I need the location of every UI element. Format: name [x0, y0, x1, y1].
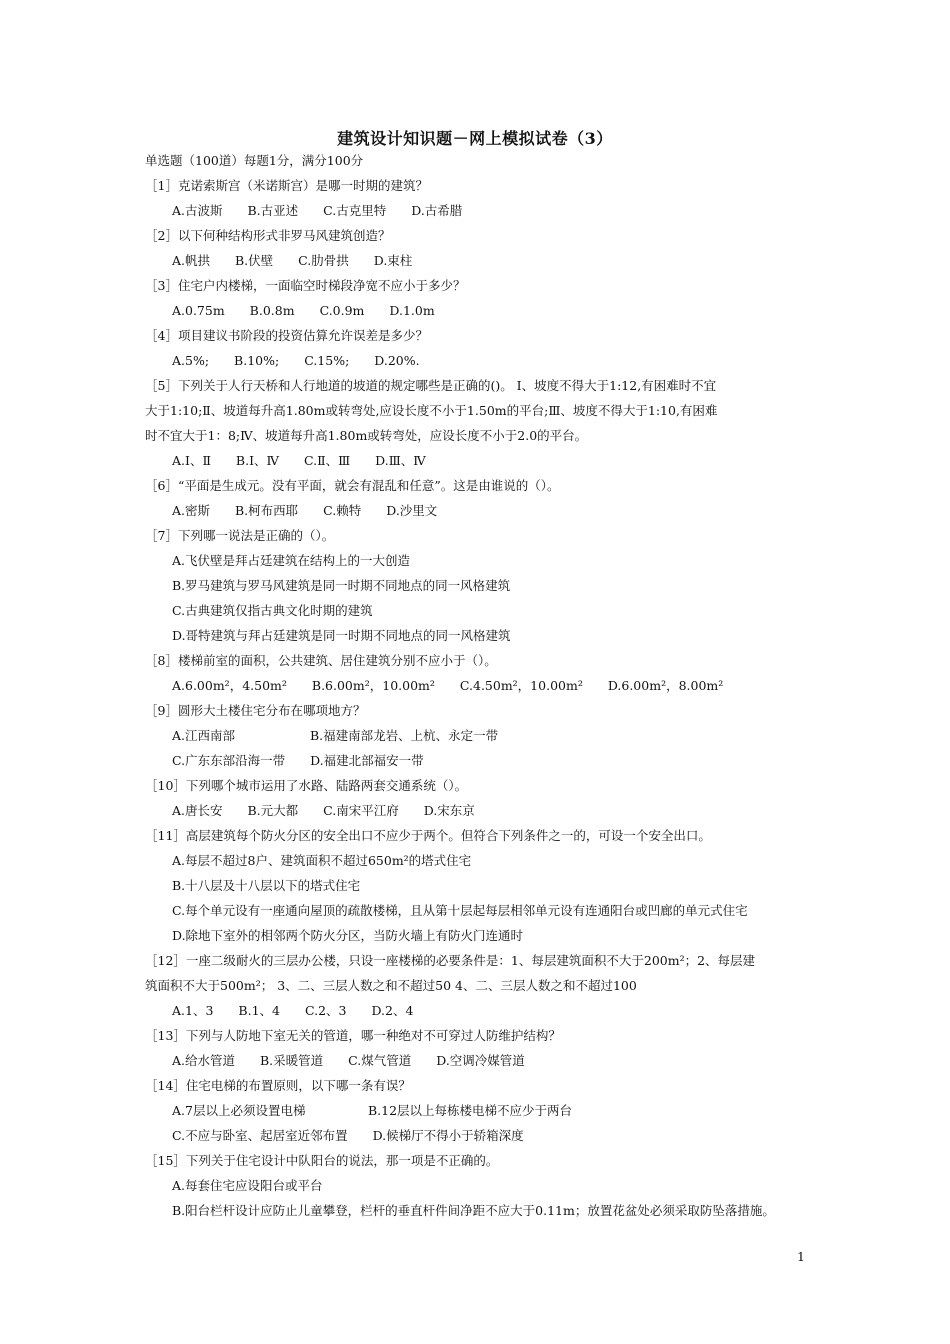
- question-6-options: A.密斯 B.柯布西耶 C.赖特 D.沙里文: [172, 503, 438, 518]
- question-12-cont: 筑面积不大于500m²； 3、二、三层人数之和不超过50 4、二、三层人数之和不超过100: [145, 978, 637, 993]
- question-5-cont-1: 大于1:10;Ⅱ、坡道每升高1.80m或转弯处,应设长度不小于1.50m的平台;Ⅲ、坡度不得大于1:10,有困难: [145, 403, 718, 418]
- question-7-option-a: A.飞伏壁是拜占廷建筑在结构上的一大创造: [172, 553, 411, 568]
- question-7: ［7］下列哪一说法是正确的（）。: [145, 528, 335, 543]
- question-5-options: A.Ⅰ、Ⅱ B.Ⅰ、Ⅳ C.Ⅱ、Ⅲ D.Ⅲ、Ⅳ: [172, 453, 426, 468]
- question-9-options-ab: A.江西南部 B.福建南部龙岩、上杭、永定一带: [172, 728, 499, 743]
- question-11-option-c: C.每个单元设有一座通向屋顶的疏散楼梯，且从第十层起每层相邻单元设有连通阳台或凹廊的单元式住宅: [172, 903, 748, 918]
- question-2: ［2］以下何种结构形式非罗马风建筑创造？: [145, 228, 391, 243]
- question-8: ［8］楼梯前室的面积，公共建筑、居住建筑分别不应小于（）。: [145, 653, 497, 668]
- question-15-option-b: B.阳台栏杆设计应防止儿童攀登，栏杆的垂直杆件间净距不应大于0.11m；放置花盆处必须采取防坠落措施。: [172, 1203, 775, 1218]
- question-5-cont-2: 时不宜大于1：8;Ⅳ、坡道每升高1.80m或转弯处，应设长度不小于2.0的平台。: [145, 428, 588, 443]
- question-7-option-b: B.罗马建筑与罗马风建筑是同一时期不同地点的同一风格建筑: [172, 578, 511, 593]
- question-9: ［9］圆形大土楼住宅分布在哪项地方？: [145, 703, 366, 718]
- question-11-option-d: D.除地下室外的相邻两个防火分区，当防火墙上有防火门连通时: [172, 928, 524, 943]
- question-4: ［4］项目建议书阶段的投资估算允许误差是多少？: [145, 328, 428, 343]
- question-6: ［6］“平面是生成元。没有平面，就会有混乱和任意”。这是由谁说的（）。: [145, 478, 560, 493]
- question-14: ［14］住宅电梯的布置原则，以下哪一条有误？: [145, 1078, 411, 1093]
- question-5: ［5］下列关于人行天桥和人行地道的坡道的规定哪些是正确的()。 Ⅰ、坡度不得大于1:12,有困难时不宜: [145, 378, 717, 393]
- question-14-options-cd: C.不应与卧室、起居室近邻布置 D.候梯厅不得小于轿箱深度: [172, 1128, 524, 1143]
- question-15: ［15］下列关于住宅设计中队阳台的说法，那一项是不正确的。: [145, 1153, 499, 1168]
- question-8-options: A.6.00m²，4.50m² B.6.00m²，10.00m² C.4.50m²，10.00m² D.6.00m²，8.00m²: [172, 678, 724, 693]
- question-13: ［13］下列与人防地下室无关的管道，哪一种绝对不可穿过人防维护结构？: [145, 1028, 561, 1043]
- document-title: 建筑设计知识题－网上模拟试卷（3）: [337, 129, 613, 148]
- question-7-option-c: C.古典建筑仅指古典文化时期的建筑: [172, 603, 373, 618]
- question-15-option-a: A.每套住宅应设阳台或平台: [172, 1178, 323, 1193]
- question-3: ［3］住宅户内楼梯，一面临空时梯段净宽不应小于多少？: [145, 278, 466, 293]
- question-14-options-ab: A.7层以上必须设置电梯 B.12层以上每栋楼电梯不应少于两台: [172, 1103, 573, 1118]
- question-4-options: A.5%; B.10%; C.15%; D.20%.: [172, 353, 420, 368]
- question-11: ［11］高层建筑每个防火分区的安全出口不应少于两个。但符合下列条件之一的，可设一个安全出口。: [145, 828, 711, 843]
- question-7-option-d: D.哥特建筑与拜占廷建筑是同一时期不同地点的同一风格建筑: [172, 628, 511, 643]
- question-2-options: A.帆拱 B.伏壁 C.肋骨拱 D.束柱: [172, 253, 413, 268]
- question-10-options: A.唐长安 B.元大都 C.南宋平江府 D.宋东京: [172, 803, 475, 818]
- question-3-options: A.0.75m B.0.8m C.0.9m D.1.0m: [172, 303, 435, 318]
- question-12: ［12］一座二级耐火的三层办公楼，只设一座楼梯的必要条件是：1、每层建筑面积不大于200m²；2、每层建: [145, 953, 756, 968]
- question-1: ［1］克诺索斯宫（米诺斯宫）是哪一时期的建筑？: [145, 178, 428, 193]
- question-1-options: A.古波斯 B.古亚述 C.古克里特 D.古希腊: [172, 203, 463, 218]
- section-intro: 单选题（100道）每题1分，满分100分: [145, 153, 364, 168]
- page-number: 1: [797, 1249, 805, 1264]
- question-12-options: A.1、3 B.1、4 C.2、3 D.2、4: [172, 1003, 414, 1018]
- question-13-options: A.给水管道 B.采暖管道 C.煤气管道 D.空调冷媒管道: [172, 1053, 525, 1068]
- question-11-option-a: A.每层不超过8户、建筑面积不超过650m²的塔式住宅: [172, 853, 472, 868]
- question-10: ［10］下列哪个城市运用了水路、陆路两套交通系统（）。: [145, 778, 468, 793]
- question-9-options-cd: C.广东东部沿海一带 D.福建北部福安一带: [172, 753, 424, 768]
- question-11-option-b: B.十八层及十八层以下的塔式住宅: [172, 878, 361, 893]
